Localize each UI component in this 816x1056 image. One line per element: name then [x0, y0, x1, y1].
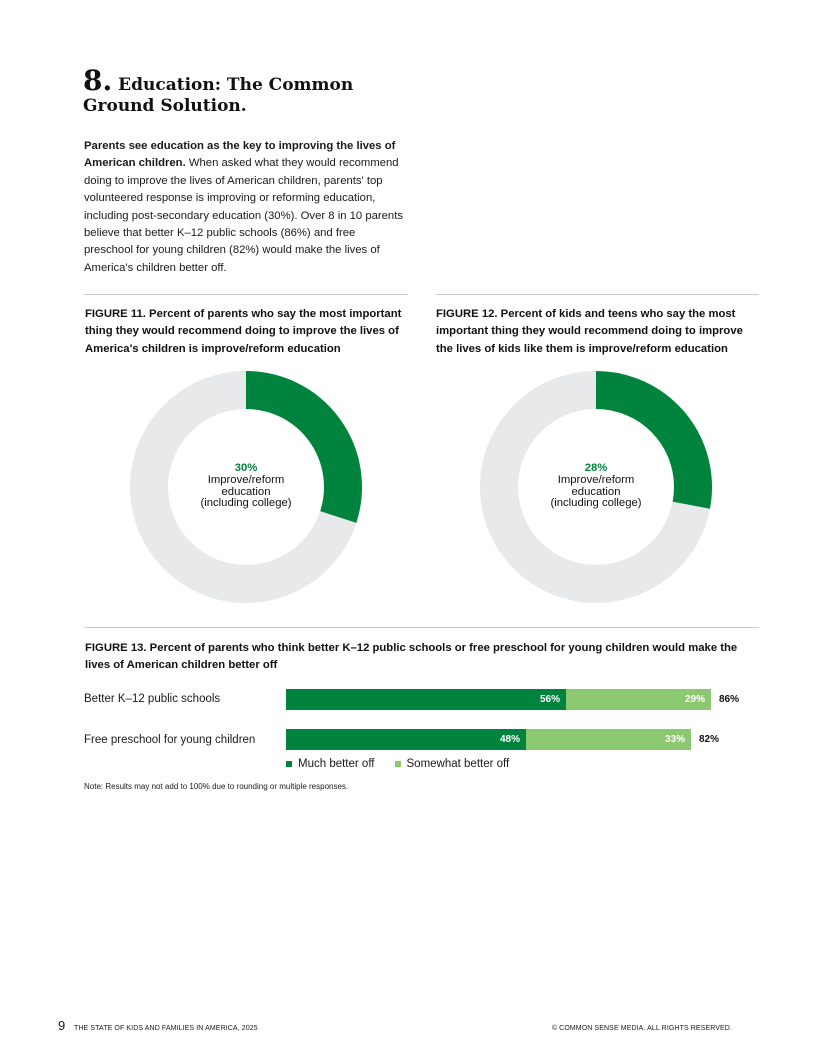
legend-label-somewhat-better: Somewhat better off	[406, 758, 510, 770]
divider-figure11	[84, 294, 408, 295]
legend-label-much-better: Much better off	[298, 758, 375, 770]
legend-item-somewhat-better	[395, 758, 510, 770]
bar-row-preschool	[286, 729, 766, 750]
figure11-center-pct: 30%	[234, 462, 258, 474]
intro-lead: Parents see education as the key to improving the lives of American children.	[84, 140, 396, 170]
bar-value-label-much-better-k12: 56%	[539, 694, 560, 705]
section-title-line1: Education: The Common	[118, 75, 354, 95]
divider-figure12	[436, 294, 759, 295]
figure13-title: FIGURE 13. Percent of parents who think better K–12 public schools or free preschool for young children would make the lives of American children better off	[85, 642, 738, 672]
figure12-center-label	[526, 463, 666, 510]
bar-value-label-somewhat-better-preschool: 33%	[664, 734, 685, 745]
figure12-title: FIGURE 12. Percent of kids and teens who say the most important thing they would recommend doing to improve the lives of kids like them is improve/reform education	[436, 308, 743, 355]
section-number: 8.	[83, 64, 113, 97]
figure11-center-label	[176, 463, 316, 510]
figure12-center-line3: (including college)	[550, 497, 642, 510]
figure-note: Note: Results may not add to 100% due to rounding or multiple responses.	[84, 782, 349, 791]
section-title	[83, 64, 383, 117]
figure13-legend	[286, 758, 529, 770]
intro-paragraph	[84, 138, 406, 277]
legend-item-much-better	[286, 758, 375, 770]
section-title-line2: Ground Solution.	[83, 96, 247, 116]
bar-row-k12	[286, 689, 766, 710]
intro-body: When asked what they would recommend doing to improve the lives of American children, parents' top volunteered response is improving or reforming education, including post-secondary education (30%). Over 8 in 10 parents believe that better K–12 public schools (86%) and free preschool for young children (82%) would make the lives of America's children better off.	[84, 157, 404, 274]
figure12-center-line2: education	[571, 485, 621, 498]
footer-publication-title: THE STATE OF KIDS AND FAMILIES IN AMERICA, 2025	[74, 1025, 258, 1032]
figure11-title: FIGURE 11. Percent of parents who say the most important thing they would recommend doing to improve the lives of America's children is improve/reform education	[85, 308, 402, 355]
bar-value-label-much-better-preschool: 48%	[499, 734, 520, 745]
figure11-center-line2: education	[221, 485, 271, 498]
legend-swatch-much-better	[286, 761, 292, 767]
bar-total-label-k12: 86%	[719, 694, 740, 705]
bar-category-label-preschool: Free preschool for young children	[84, 734, 256, 746]
figure11-center-line1: Improve/reform	[207, 473, 285, 486]
figure12-center-line1: Improve/reform	[557, 473, 635, 486]
bar-value-label-somewhat-better-k12: 29%	[684, 694, 705, 705]
divider-figure13	[84, 627, 759, 628]
page-number: 9	[58, 1018, 66, 1033]
figure11-center-line3: (including college)	[200, 497, 292, 510]
footer-copyright: © COMMON SENSE MEDIA. ALL RIGHTS RESERVED.	[551, 1025, 732, 1032]
bar-category-label-k12: Better K–12 public schools	[84, 693, 221, 705]
bar-total-label-preschool: 82%	[699, 734, 720, 745]
figure12-center-pct: 28%	[584, 462, 608, 474]
legend-swatch-somewhat-better	[395, 761, 401, 767]
